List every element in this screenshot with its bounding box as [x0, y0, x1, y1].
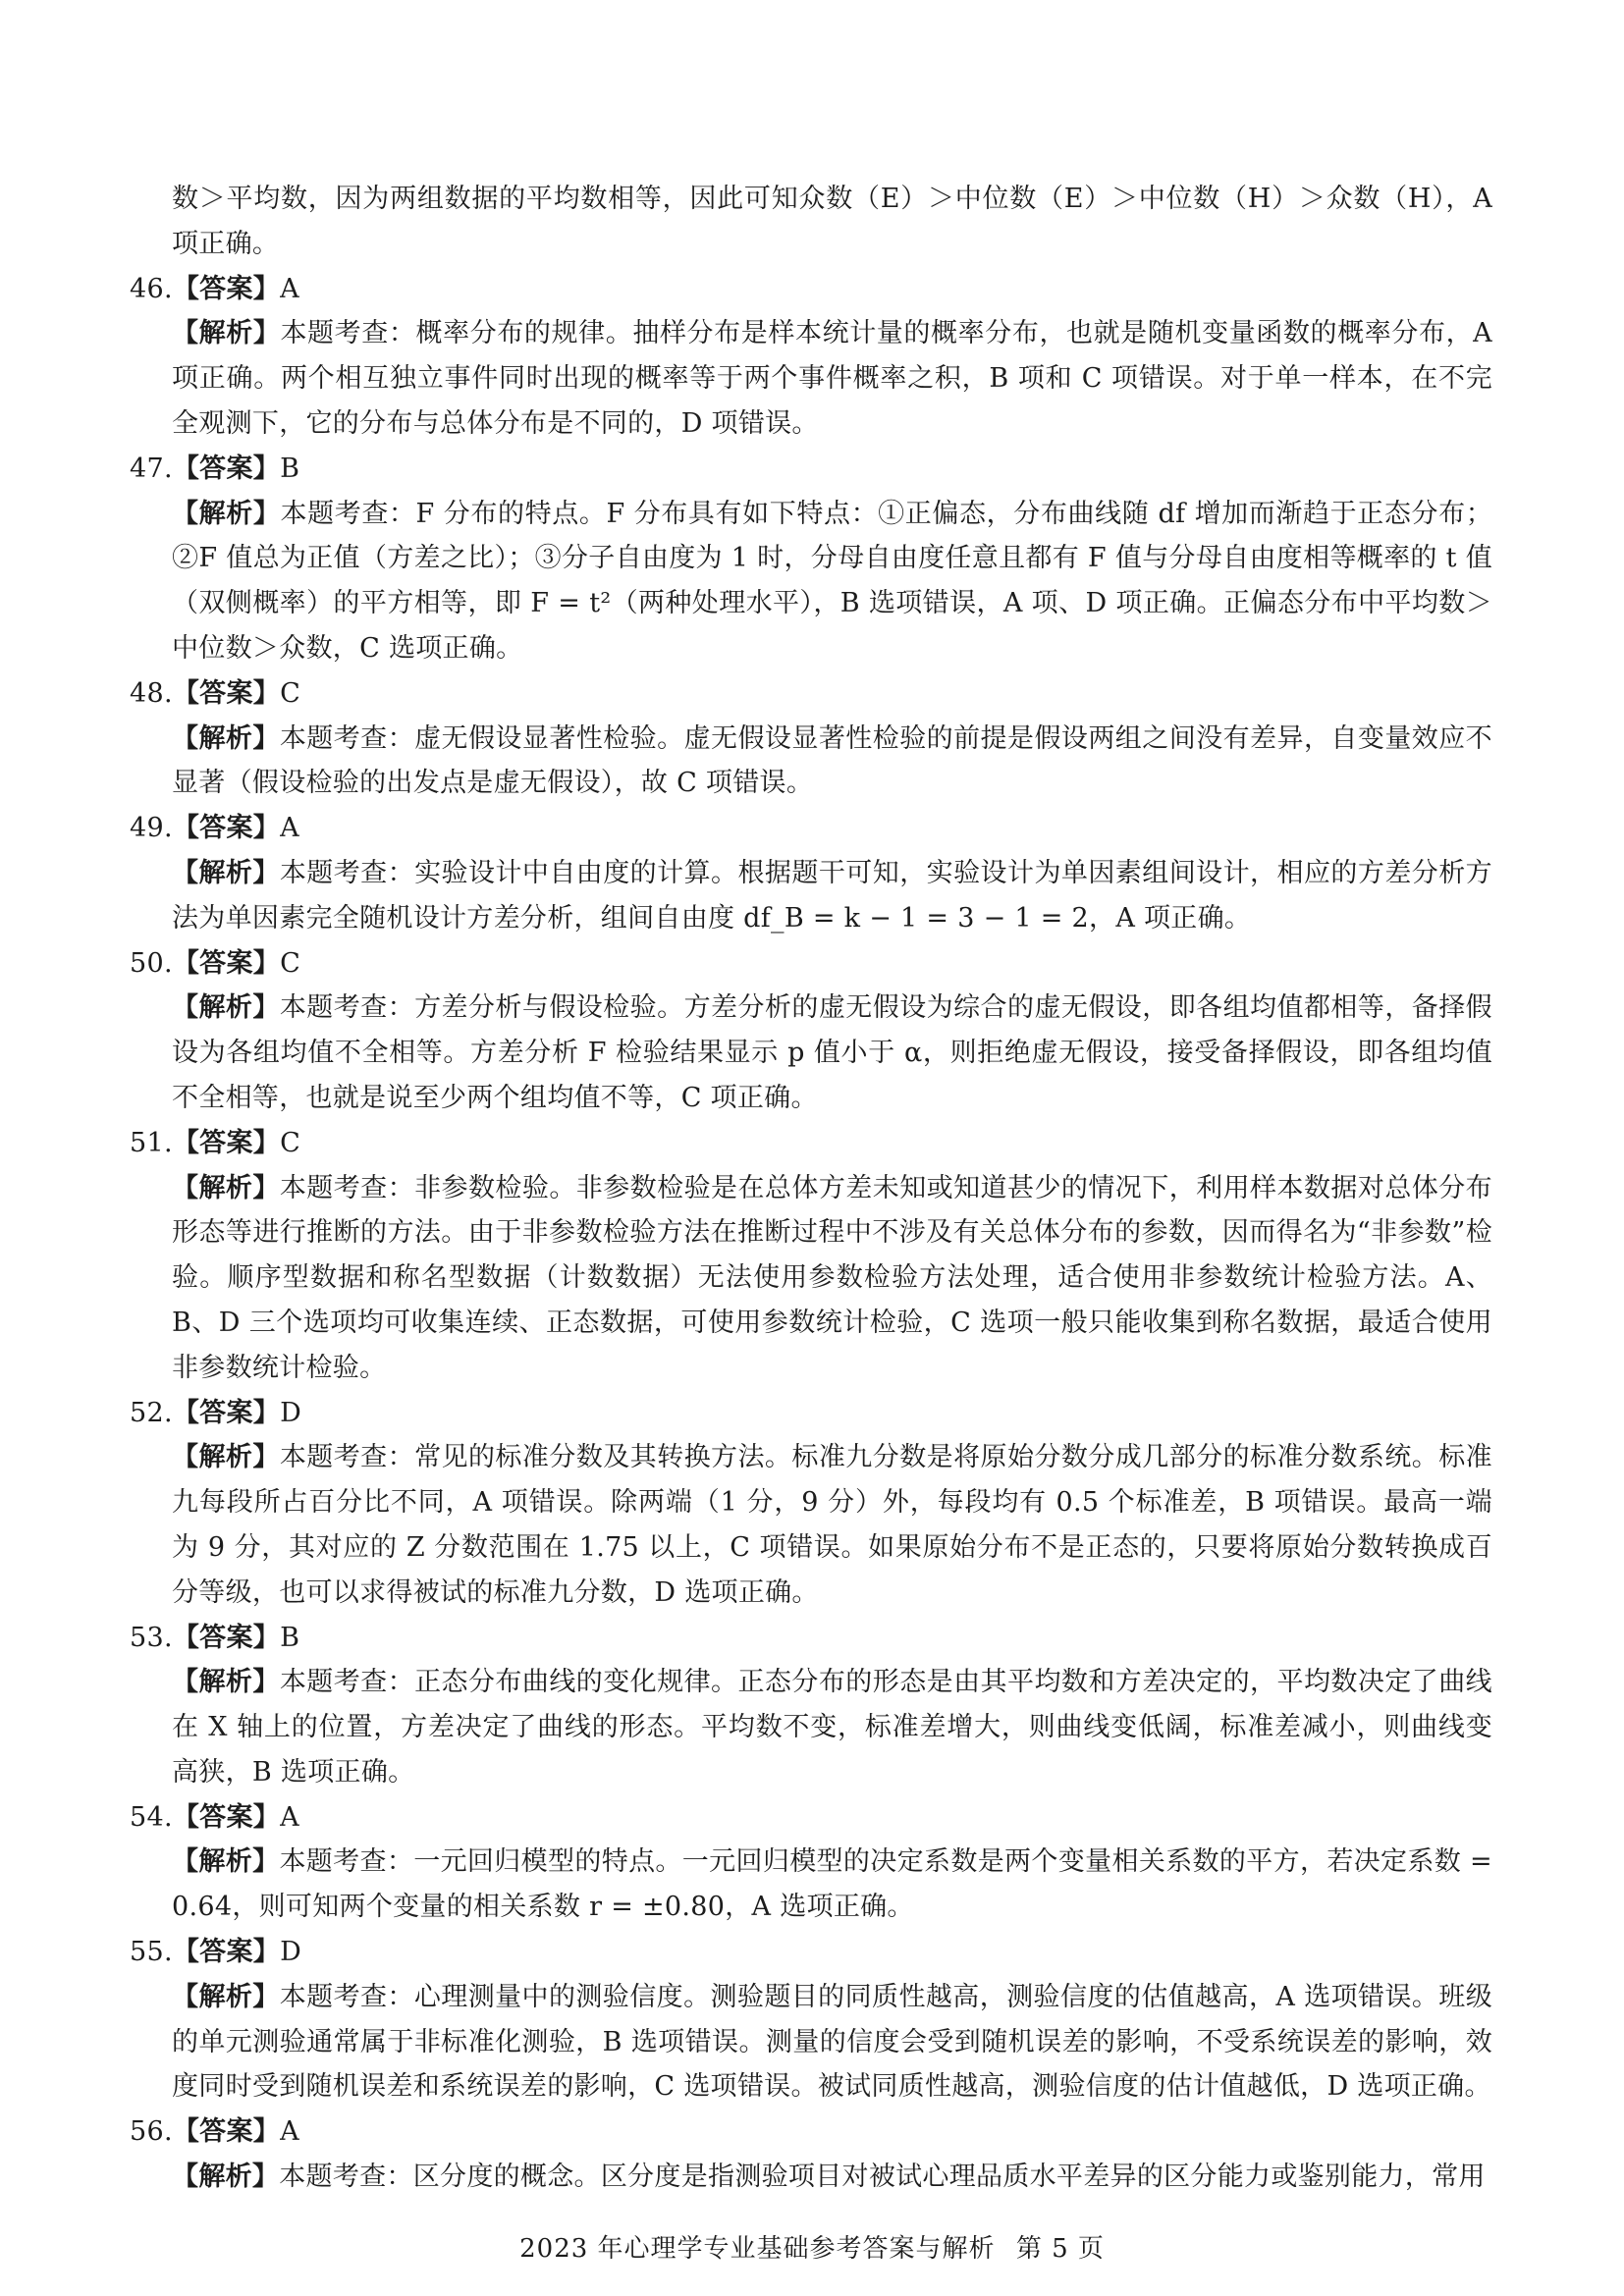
bracket-open: 【: [172, 1846, 199, 1878]
bracket-open: 【: [172, 1667, 199, 1698]
bracket-open: 【: [172, 318, 199, 349]
analysis-label: 解析: [198, 498, 253, 529]
analysis-label: 解析: [198, 1981, 253, 2012]
answer-choice: C: [280, 1127, 301, 1158]
answer-line: [130, 806, 1492, 851]
bracket-open: 【: [172, 677, 200, 709]
answer-line: [130, 671, 1492, 717]
answer-page-body: [130, 177, 1492, 2200]
bracket-open: 【: [172, 1937, 200, 1968]
analysis-text: 本题考查：正态分布曲线的变化规律。正态分布的形态是由其平均数和方差决定的，平均数决定了曲线在 X 轴上的位置，方差决定了曲线的形态。平均数不变，标准差增大，则曲线变低阔，标准差减小，则曲线变高狭，B 选项正确。: [172, 1667, 1492, 1788]
page-footer: [0, 2228, 1624, 2265]
bracket-open: 【: [172, 947, 200, 979]
answer-label: 答案: [199, 2116, 253, 2148]
bracket-open: 【: [172, 1442, 199, 1473]
analysis-text: 本题考查：区分度的概念。区分度是指测验项目对被试心理品质水平差异的区分能力或鉴别能力，常用: [279, 2162, 1486, 2193]
analysis-label: 解析: [198, 992, 253, 1024]
analysis-text: 本题考查：F 分布的特点。F 分布具有如下特点：①正偏态，分布曲线随 df 增加而渐趋于正态分布；②F 值总为正值（方差之比）；③分子自由度为 1 时，分母自由度任意且都有 F 值与分母自由度相等概率的 t 值（双侧概率）的平方相等，即 F = t²（两种处理水平），B 选项错误，A 项、D 项正确。正偏态分布中平均数＞中位数＞众数，C 选项正确。: [172, 498, 1492, 664]
bracket-close: 】: [252, 1981, 280, 2012]
analysis-paragraph: [172, 717, 1492, 807]
bracket-close: 】: [252, 1667, 280, 1698]
analysis-text: 本题考查：虚无假设显著性检验。虚无假设显著性检验的前提是假设两组之间没有差异，自变量效应不显著（假设检验的出发点是虚无假设），故 C 项错误。: [172, 722, 1492, 799]
bracket-open: 【: [172, 992, 199, 1024]
analysis-paragraph: [172, 311, 1492, 446]
answer-choice: D: [280, 1937, 302, 1968]
bracket-close: 】: [252, 1442, 280, 1473]
analysis-text: 本题考查：常见的标准分数及其转换方法。标准九分数是将原始分数分成几部分的标准分数系统。标准九每段所占百分比不同，A 项错误。除两端（1 分，9 分）外，每段均有 0.5 个标准差，B 项错误。最高一端为 9 分，其对应的 Z 分数范围在 1.75 以上，C 项错误。如果原始分布不是正态的，只要将原始分数转换成百分等级，也可以求得被试的标准九分数，D 选项正确。: [172, 1442, 1492, 1608]
answer-label: 答案: [199, 1622, 253, 1653]
analysis-text: 本题考查：方差分析与假设检验。方差分析的虚无假设为综合的虚无假设，即各组均值都相等，备择假设为各组均值不全相等。方差分析 F 检验结果显示 p 值小于 α，则拒绝虚无假设，接受备择假设，即各组均值不全相等，也就是说至少两个组均值不等，C 项正确。: [172, 992, 1492, 1113]
analysis-paragraph: [172, 1435, 1492, 1615]
analysis-label: 解析: [198, 318, 253, 349]
bracket-open: 【: [172, 1172, 199, 1203]
answer-line: [130, 941, 1492, 987]
bracket-open: 【: [172, 1127, 200, 1158]
bracket-open: 【: [172, 273, 200, 304]
question-number: 53.: [130, 1622, 173, 1653]
answer-label: 答案: [199, 677, 253, 709]
bracket-close: 】: [252, 1846, 280, 1878]
analysis-paragraph: [172, 986, 1492, 1120]
answer-label: 答案: [199, 453, 253, 484]
analysis-paragraph: [172, 1975, 1492, 2109]
analysis-text: 本题考查：概率分布的规律。抽样分布是样本统计量的概率分布，也就是随机变量函数的概率分布，A 项正确。两个相互独立事件同时出现的概率等于两个事件概率之积，B 项和 C 项错误。对于单一样本，在不完全观测下，它的分布与总体分布是不同的，D 项错误。: [172, 318, 1492, 439]
bracket-close: 】: [252, 1622, 281, 1653]
bracket-close: 】: [252, 813, 281, 844]
answer-line: [130, 1616, 1492, 1661]
bracket-open: 【: [172, 1801, 200, 1833]
answer-choice: C: [280, 947, 301, 979]
bracket-close: 】: [252, 1801, 281, 1833]
question-number: 48.: [130, 677, 173, 709]
answer-choice: B: [280, 1622, 300, 1653]
analysis-text: 本题考查：一元回归模型的特点。一元回归模型的决定系数是两个变量相关系数的平方，若决定系数 = 0.64，则可知两个变量的相关系数 r = ±0.80，A 选项正确。: [172, 1846, 1492, 1923]
answer-label: 答案: [199, 813, 253, 844]
bracket-close: 】: [252, 677, 281, 709]
answer-line: [130, 1930, 1492, 1975]
answer-line: [130, 447, 1492, 492]
answer-line: [130, 2109, 1492, 2155]
footer-title: 2023 年心理学专业基础参考答案与解析: [519, 2234, 996, 2264]
answer-choice: B: [280, 453, 300, 484]
question-number: 54.: [130, 1801, 173, 1833]
bracket-close: 】: [252, 947, 281, 979]
bracket-close: 】: [252, 1127, 281, 1158]
analysis-label: 解析: [198, 857, 253, 888]
bracket-close: 】: [252, 498, 281, 529]
question-number: 52.: [130, 1397, 173, 1428]
answer-choice: A: [280, 1801, 299, 1833]
analysis-label: 解析: [198, 1846, 253, 1878]
analysis-label: 解析: [198, 1172, 253, 1203]
question-number: 56.: [130, 2116, 173, 2148]
bracket-close: 】: [251, 2162, 280, 2193]
analysis-text: 本题考查：非参数检验。非参数检验是在总体方差未知或知道甚少的情况下，利用样本数据对总体分布形态等进行推断的方法。由于非参数检验方法在推断过程中不涉及有关总体分布的参数，因而得名为“非参数”检验。顺序型数据和称名型数据（计数数据）无法使用参数检验方法处理，适合使用非参数统计检验方法。A、B、D 三个选项均可收集连续、正态数据，可使用参数统计检验，C 选项一般只能收集到称名数据，最适合使用非参数统计检验。: [172, 1172, 1492, 1383]
question-number: 46.: [130, 273, 173, 304]
answer-line: [130, 267, 1492, 312]
bracket-close: 】: [252, 318, 281, 349]
answer-choice: A: [280, 813, 299, 844]
analysis-paragraph: [172, 1166, 1492, 1391]
analysis-label: 解析: [198, 1442, 253, 1473]
answer-items: [130, 267, 1492, 2200]
bracket-close: 】: [252, 1937, 281, 1968]
analysis-paragraph: [172, 851, 1492, 941]
answer-choice: D: [280, 1397, 302, 1428]
bracket-open: 【: [172, 2162, 199, 2193]
answer-label: 答案: [199, 947, 253, 979]
bracket-close: 】: [252, 1172, 280, 1203]
answer-label: 答案: [199, 273, 253, 304]
bracket-open: 【: [172, 498, 199, 529]
answer-choice: A: [280, 273, 299, 304]
answer-label: 答案: [199, 1397, 253, 1428]
analysis-label: 解析: [198, 722, 253, 754]
answer-line: [130, 1795, 1492, 1841]
analysis-paragraph: [172, 2155, 1492, 2200]
bracket-open: 【: [172, 857, 199, 888]
answer-label: 答案: [199, 1127, 253, 1158]
analysis-label: 解析: [198, 2162, 252, 2193]
bracket-close: 】: [252, 273, 281, 304]
question-number: 47.: [130, 453, 173, 484]
question-number: 50.: [130, 947, 173, 979]
bracket-close: 】: [252, 453, 281, 484]
answer-line: [130, 1121, 1492, 1166]
answer-line: [130, 1391, 1492, 1436]
question-number: 49.: [130, 813, 173, 844]
bracket-close: 】: [252, 2116, 281, 2148]
answer-choice: C: [280, 677, 301, 709]
bracket-close: 】: [252, 857, 280, 888]
analysis-text: 本题考查：心理测量中的测验信度。测验题目的同质性越高，测验信度的估值越高，A 选项错误。班级的单元测验通常属于非标准化测验，B 选项错误。测量的信度会受到随机误差的影响，不受系统误差的影响，效度同时受到随机误差和系统误差的影响，C 选项错误。被试同质性越高，测验信度的估计值越低，D 选项正确。: [172, 1981, 1492, 2103]
analysis-label: 解析: [198, 1667, 253, 1698]
bracket-open: 【: [172, 813, 200, 844]
answer-label: 答案: [199, 1937, 253, 1968]
bracket-open: 【: [172, 1622, 200, 1653]
analysis-text: 本题考查：实验设计中自由度的计算。根据题干可知，实验设计为单因素组间设计，相应的方差分析方法为单因素完全随机设计方差分析，组间自由度 df_B = k − 1 = 3 − 1 = 2，A 项正确。: [172, 857, 1492, 934]
bracket-open: 【: [172, 1397, 200, 1428]
bracket-open: 【: [172, 1981, 199, 2012]
analysis-paragraph: [172, 1840, 1492, 1930]
bracket-open: 【: [172, 453, 200, 484]
footer-page-number: 第 5 页: [1015, 2234, 1105, 2264]
question-number: 51.: [130, 1127, 173, 1158]
answer-label: 答案: [199, 1801, 253, 1833]
question-number: 55.: [130, 1937, 173, 1968]
bracket-close: 】: [252, 1397, 281, 1428]
analysis-paragraph: [172, 492, 1492, 671]
bracket-open: 【: [172, 722, 199, 754]
bracket-open: 【: [172, 2116, 200, 2148]
continuation-text: 数＞平均数，因为两组数据的平均数相等，因此可知众数（E）＞中位数（E）＞中位数（H）＞众数（H），A 项正确。: [172, 184, 1492, 259]
bracket-close: 】: [252, 722, 280, 754]
bracket-close: 】: [252, 992, 280, 1024]
analysis-paragraph: [172, 1660, 1492, 1794]
answer-choice: A: [280, 2116, 299, 2148]
